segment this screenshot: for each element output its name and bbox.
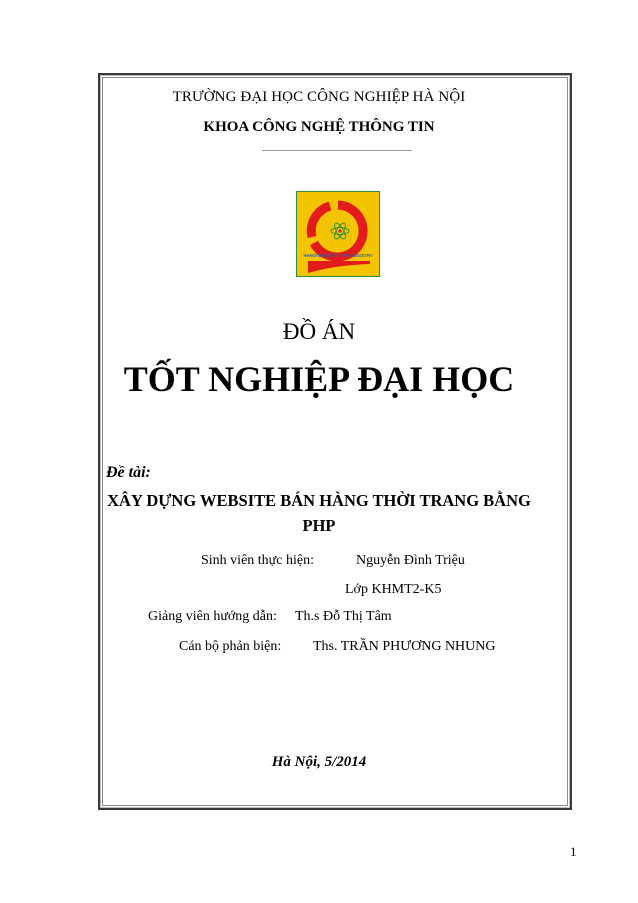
topic-title-line2: PHP (302, 516, 336, 535)
supervisor-name: Th.s Đỗ Thị Tâm (295, 609, 392, 624)
reviewer-name: Ths. TRẦN PHƯƠNG NHUNG (313, 639, 496, 654)
student-class: Lớp KHMT2-K5 (345, 582, 442, 597)
university-logo-icon (296, 191, 380, 277)
svg-text:HANOI UNIVERSITY OF INDUSTRY: HANOI UNIVERSITY OF INDUSTRY (303, 253, 373, 258)
place-date: Hà Nội, 5/2014 (271, 754, 367, 770)
heading-do-an: ĐỒ ÁN (282, 319, 356, 344)
university-logo (296, 191, 380, 277)
student-name: Nguyễn Đình Triệu (356, 553, 465, 568)
university-name: TRƯỜNG ĐẠI HỌC CÔNG NGHIỆP HÀ NỘI (172, 89, 466, 105)
faculty-name: KHOA CÔNG NGHỆ THÔNG TIN (203, 119, 435, 135)
student-label: Sinh viên thực hiện: (201, 553, 314, 568)
heading-tot-nghiep: TỐT NGHIỆP ĐẠI HỌC (123, 359, 515, 399)
page-number: 1 (570, 844, 577, 859)
topic-label: Đề tài: (106, 464, 151, 481)
topic-title-line1: XÂY DỰNG WEBSITE BÁN HÀNG THỜI TRANG BẰNG (107, 491, 531, 510)
supervisor-label: Giảng viên hướng dẫn: (148, 609, 277, 624)
divider-line (262, 150, 412, 151)
reviewer-label: Cán bộ phản biện: (179, 639, 282, 654)
page-border-frame (98, 73, 572, 810)
